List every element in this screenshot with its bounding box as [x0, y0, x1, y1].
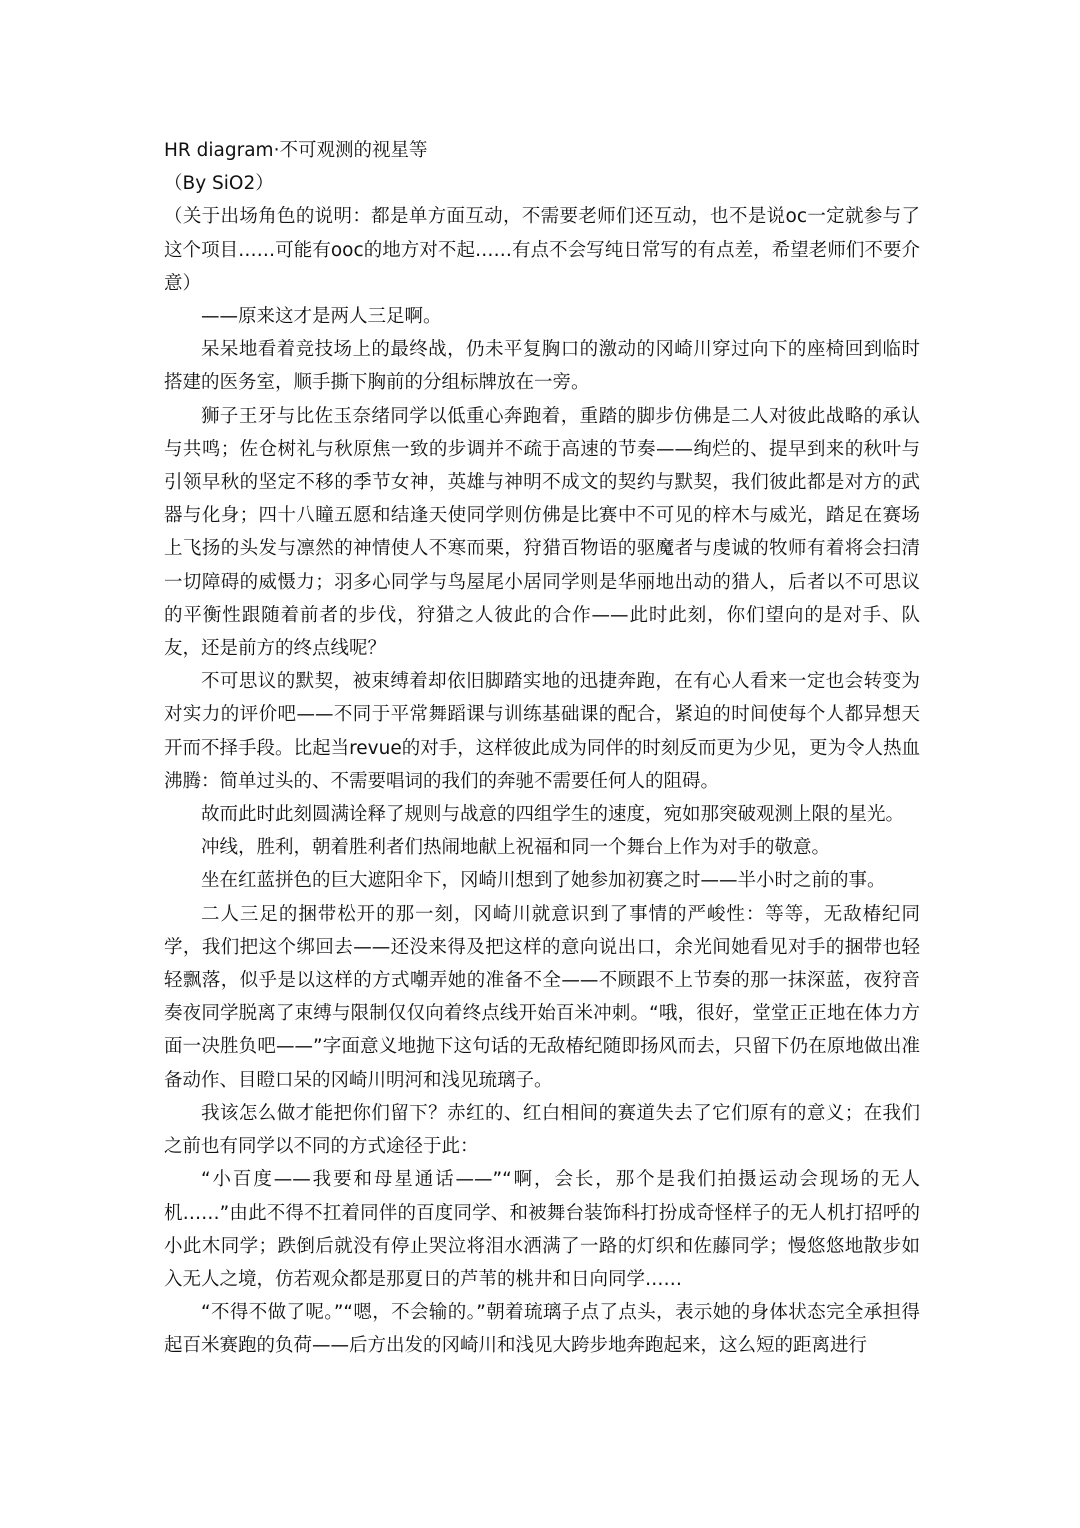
byline: （By SiO2） — [164, 173, 274, 195]
paragraph: ——原来这才是两人三足啊。 — [201, 306, 442, 328]
document-title: HR diagram·不可观测的视星等 — [164, 140, 428, 161]
paragraph: 坐在红蓝拼色的巨大遮阳伞下，冈崎川想到了她参加初赛之时——半小时之前的事。 — [201, 870, 886, 892]
paragraph: “不得不做了呢。”“嗯，不会输的。”朝着琉璃子点了点头，表示她的身体状态完全承担得起百米赛跑的负荷——后方出发的冈崎川和浅见大跨步地奔跑起来，这么短的距离进行 — [164, 1302, 920, 1357]
paragraph: 狮子王牙与比佐玉奈绪同学以低重心奔跑着，重踏的脚步仿佛是二人对彼此战略的承认与共鸣；佐仓树礼与秋原焦一致的步调并不疏于高速的节奏——绚烂的、提早到来的秋叶与引领早秋的坚定不移的季节女神，英雄与神明不成文的契约与默契，我们彼此都是对方的武器与化身；四十八瞳五愿和结逢天使同学则仿佛是比赛中不可见的梓木与威光，踏足在赛场上飞扬的头发与凛然的神情使人不寒而栗，狩猎百物语的驱魔者与虔诚的牧师有着将会扫清一切障碍的威慑力；羽多心同学与鸟屋尾小居同学则是华丽地出动的猎人，后者以不可思议的平衡性跟随着前者的步伐，狩猎之人彼此的合作——此时此刻，你们望向的是对手、队友，还是前方的终点线呢？ — [164, 405, 920, 660]
paragraph: 不可思议的默契，被束缚着却依旧脚踏实地的迅捷奔跑，在有心人看来一定也会转变为对实力的评价吧——不同于平常舞蹈课与训练基础课的配合，紧迫的时间使每个人都异想天开而不择手段。比起当revue的对手，这样彼此成为同伴的时刻反而更为少见，更为令人热血沸腾：简单过头的、不需要唱词的我们的奔驰不需要任何人的阻碍。 — [164, 671, 920, 792]
paragraph: 二人三足的捆带松开的那一刻，冈崎川就意识到了事情的严峻性：等等，无敌椿纪同学，我们把这个绑回去——还没来得及把这样的意向说出口，余光间她看见对手的捆带也轻轻飘落，似乎是以这样的方式嘲弄她的准备不全——不顾跟不上节奏的那一抹深蓝，夜狩音奏夜同学脱离了束缚与限制仅仅向着终点线开始百米冲刺。“哦，很好，堂堂正正地在体力方面一决胜负吧——”字面意义地抛下这句话的无敌椿纪随即扬风而去，只留下仍在原地做出准备动作、目瞪口呆的冈崎川明河和浅见琉璃子。 — [164, 903, 920, 1091]
paragraph: 故而此时此刻圆满诠释了规则与战意的四组学生的速度，宛如那突破观测上限的星光。 — [201, 804, 905, 826]
paragraph: “小百度——我要和母星通话——”“啊，会长，那个是我们拍摄运动会现场的无人机……”由此不得不扛着同伴的百度同学、和被舞台装饰科打扮成奇怪样子的无人机打招呼的小此木同学；跌倒后就没有停止哭泣将泪水洒满了一路的灯织和佐藤同学；慢悠悠地散步如入无人之境，仿若观众都是那夏日的芦苇的桃井和日向同学…… — [164, 1169, 920, 1290]
document-page — [164, 134, 920, 1363]
paragraph: 呆呆地看着竞技场上的最终战，仍未平复胸口的激动的冈崎川穿过向下的座椅回到临时搭建的医务室，顺手撕下胸前的分组标牌放在一旁。 — [164, 339, 920, 394]
paragraph: 冲线，胜利，朝着胜利者们热闹地献上祝福和同一个舞台上作为对手的敬意。 — [201, 837, 831, 859]
paragraph: 我该怎么做才能把你们留下？赤红的、红白相间的赛道失去了它们原有的意义；在我们之前也有同学以不同的方式途径于此： — [164, 1102, 920, 1158]
character-note: （关于出场角色的说明：都是单方面互动，不需要老师们还互动，也不是说oc一定就参与了这个项目……可能有ooc的地方对不起……有点不会写纯日常写的有点差，希望老师们不要介意） — [164, 206, 920, 294]
